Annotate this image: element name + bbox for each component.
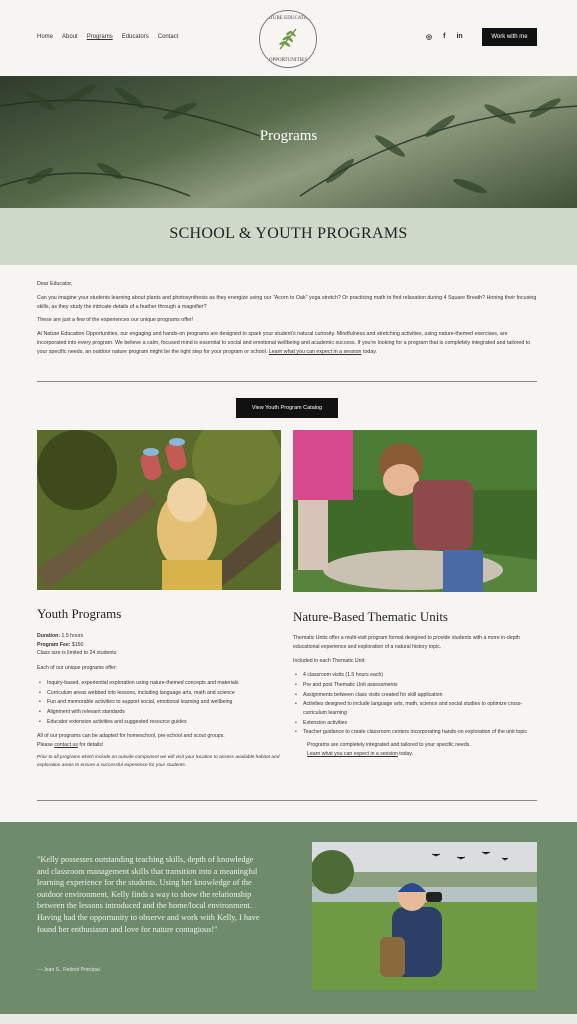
section-title-band xyxy=(0,208,577,265)
list-item: • Educator extension activities and suggested resource guides xyxy=(47,718,281,727)
contact-line xyxy=(37,741,281,750)
divider xyxy=(37,381,537,382)
thematic-bullet-list xyxy=(293,671,537,737)
youth-bullet-list xyxy=(37,679,281,727)
intro-text xyxy=(37,280,537,362)
boy-binoculars-photo xyxy=(312,842,537,990)
contact-pre: Please xyxy=(37,742,55,749)
intro-paragraph-1: Can you imagine your students learning about plants and photosynthesis as they energize using our "Acorn to Oak" yoga stretch? Or practicing math to find relaxation during 4 Square Breath? Honing their focusing skills, as they study the intricate details of a feather through a magnifier? xyxy=(37,294,537,310)
included-heading: Included in each Thematic Unit: xyxy=(293,658,366,665)
list-item: • Teacher guidance to create classroom centers incorporating hands-on exploration of the unit topic xyxy=(303,728,537,737)
closing-link-line xyxy=(307,750,537,759)
fee-label: Program Fee: xyxy=(37,641,71,648)
view-catalog-button[interactable]: View Youth Program Catalog xyxy=(236,398,338,418)
thematic-units-content xyxy=(293,634,537,758)
instagram-icon[interactable]: ◎ xyxy=(426,34,433,41)
testimonial-author: — Jean S., Retired Principal xyxy=(37,967,100,973)
hero-banner xyxy=(0,76,577,208)
closing-text: Programs are completely integrated and tailored to your specific needs. xyxy=(307,742,471,749)
site-header xyxy=(0,0,577,76)
footer-strip xyxy=(0,1014,577,1024)
visit-note: Prior to all programs which include an outside component we will visit your location to assess available habitat and exploration areas to ensure a successful experience for your students. xyxy=(37,754,280,768)
divider xyxy=(37,800,537,801)
hero-title: Programs xyxy=(259,128,318,144)
thematic-closing xyxy=(293,741,537,758)
adapt-text: All of our programs can be adapted for homeschool, pre-school and scout groups. xyxy=(37,733,225,740)
facebook-icon[interactable]: f xyxy=(443,33,446,40)
closing-link-end: today. xyxy=(397,750,414,757)
logo-top-text: NATURE EDUCATION xyxy=(263,16,313,21)
duration-value: 1.5 hours xyxy=(60,633,84,639)
session-link[interactable]: Learn what you can expect in a session xyxy=(268,348,362,355)
list-item: • Activities designed to include language arts, math, science and social studies to optimize cross-curriculum learning xyxy=(303,700,537,717)
fern-icon xyxy=(274,25,302,53)
site-logo[interactable] xyxy=(259,10,317,68)
intro-paragraph-3-end: today. xyxy=(361,348,378,355)
duration-line xyxy=(37,632,281,641)
list-item: • 4 classroom visits (1.5 hours each) xyxy=(303,671,537,680)
thematic-description: Thematic Units offer a multi-visit program format designed to provide students with a more in-depth educational experience and exploration of a natural history topic. xyxy=(293,635,520,650)
logo-bottom-text: OPPORTUNITIES xyxy=(268,57,308,63)
intro-paragraph-3 xyxy=(37,330,537,356)
thematic-units-title: Nature-Based Thematic Units xyxy=(293,609,448,624)
intro-greeting: Dear Educator, xyxy=(37,281,73,287)
linkedin-icon[interactable]: in xyxy=(456,33,463,40)
nav-home[interactable]: Home xyxy=(37,34,54,40)
class-size: Class size is limited to 24 students xyxy=(37,650,117,657)
thematic-session-link[interactable]: Learn what you can expect in a session xyxy=(307,750,398,757)
list-item: • Extension activities xyxy=(303,719,537,728)
youth-programs-title: Youth Programs xyxy=(37,606,122,621)
testimonial-quote: "Kelly possesses outstanding teaching skills, depth of knowledge and classroom management skills that transition into a meaningful learning experience for the students. Using her knowledge of the outdoor environment, Kelly finds a way to show the relationship between the lessons introduced and the home/local environment. Having had the opportunity to observe and work with Kelly, I have found her enthusiasm and love for nature contagious!" xyxy=(37,855,260,934)
nav-programs[interactable]: Programs xyxy=(86,34,113,40)
section-title: SCHOOL & YOUTH PROGRAMS xyxy=(169,225,408,242)
contact-post: for details! xyxy=(77,742,104,749)
nav-educators[interactable]: Educators xyxy=(121,34,149,40)
social-links xyxy=(426,33,463,41)
nav-about[interactable]: About xyxy=(62,34,78,40)
list-item: • Inquiry-based, experiential exploration using nature-themed concepts and materials xyxy=(47,679,281,688)
list-item: • Curriculum areas webbed into lessons, including language arts, math and science xyxy=(47,689,281,698)
duration-label: Duration: xyxy=(37,633,61,639)
youth-programs-content xyxy=(37,632,281,774)
contact-link[interactable]: contact us xyxy=(54,742,78,749)
intro-paragraph-2: These are just a few of the experiences our unique programs offer! xyxy=(37,317,194,324)
list-item: • Alignment with relevant standards xyxy=(47,708,281,717)
fee-value: $150 xyxy=(70,641,84,648)
fee-line xyxy=(37,641,281,650)
main-nav xyxy=(37,34,178,40)
list-item: • Fun and memorable activities to support social, emotional learning and wellbeing xyxy=(47,698,281,707)
list-item: • Pre and post Thematic Unit assessments xyxy=(303,681,537,690)
girl-binoculars-photo xyxy=(37,430,281,590)
work-with-me-button[interactable]: Work with me xyxy=(482,28,537,46)
intro-paragraph-3-text: At Nature Education Opportunities, our engaging and hands-on programs are designed to spark your student's natural curiosity. Mindfulness and stretching activities, using nature-themed exercises, are incorporated into every program. We believe a calm, focused mind is essential to social and emotional wellbeing and academic success. If you're looking for a program that is completely integrated and tailored to your specific needs, an outdoor nature program might be the right step for your program or school. xyxy=(37,331,531,355)
nav-contact[interactable]: Contact xyxy=(157,34,179,40)
children-log-photo xyxy=(293,430,537,592)
offer-heading: Each of our unique programs offer: xyxy=(37,665,118,672)
list-item: • Assignments between class visits created for skill application xyxy=(303,691,537,700)
